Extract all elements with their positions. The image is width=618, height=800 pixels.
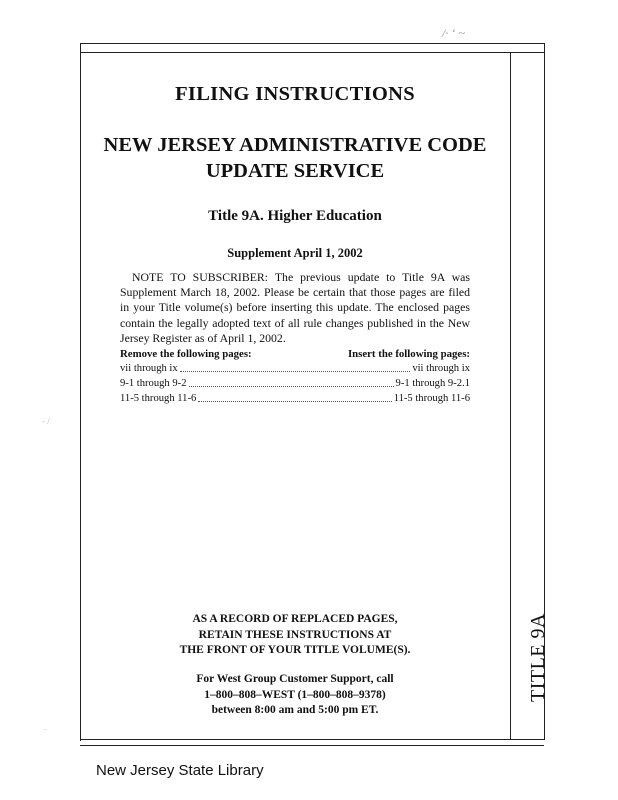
dot-leader	[180, 371, 411, 372]
scan-speck: - /	[42, 416, 50, 426]
dot-leader	[198, 401, 391, 402]
code-title-line-1: NEW JERSEY ADMINISTRATIVE CODE	[103, 134, 487, 156]
record-line-3: THE FRONT OF YOUR TITLE VOLUME(S).	[179, 644, 411, 656]
table-row	[120, 391, 470, 406]
page-replacement-table	[120, 348, 470, 406]
title-tab-label: TITLE 9A	[527, 613, 549, 702]
bottom-rule	[80, 739, 544, 740]
remove-pages: 9-1 through 9-2	[120, 378, 187, 389]
page-heading: FILING INSTRUCTIONS	[175, 83, 415, 105]
remove-pages: 11-5 through 11-6	[120, 393, 197, 404]
remove-pages: vii through ix	[120, 363, 178, 374]
insert-pages: 11-5 through 11-6	[393, 393, 470, 404]
table-row	[120, 361, 470, 376]
code-title-line-2: UPDATE SERVICE	[205, 160, 385, 182]
scan-speck: .	[44, 722, 47, 732]
customer-support	[80, 672, 510, 719]
insert-pages: vii through ix	[412, 363, 470, 374]
bottom-rule-2	[80, 745, 544, 746]
library-stamp: New Jersey State Library	[96, 762, 264, 779]
pencil-mark: /∙ ‘ ~	[442, 26, 465, 40]
table-row	[120, 376, 470, 391]
record-line-2: RETAIN THESE INSTRUCTIONS AT	[198, 628, 392, 641]
supplement-date: Supplement April 1, 2002	[227, 246, 363, 260]
tab-column-left-rule	[510, 52, 511, 740]
insert-pages: 9-1 through 9-2.1	[395, 378, 470, 389]
support-line-1: For West Group Customer Support, call	[196, 673, 394, 685]
record-line-1: AS A RECORD OF REPLACED PAGES,	[192, 613, 398, 625]
insert-header: Insert the following pages:	[347, 348, 470, 360]
support-hours: between 8:00 am and 5:00 pm ET.	[211, 704, 379, 716]
subscriber-note: NOTE TO SUBSCRIBER: The previous update to Title 9A was Supplement March 18, 2002. Please be certain that those pages are filed in your Title volume(s) before inserting this update. The enclosed pages contain the legally adopted text of all rule changes published in the New Jersey Register as of April 1, 2002.	[120, 270, 470, 345]
table-header	[120, 348, 470, 360]
title-line: Title 9A. Higher Education	[208, 208, 382, 224]
dot-leader	[189, 386, 394, 387]
record-instructions	[80, 612, 510, 659]
remove-header: Remove the following pages:	[120, 348, 252, 360]
support-phone: 1–800–808–WEST (1–800–808–9378)	[204, 688, 386, 701]
